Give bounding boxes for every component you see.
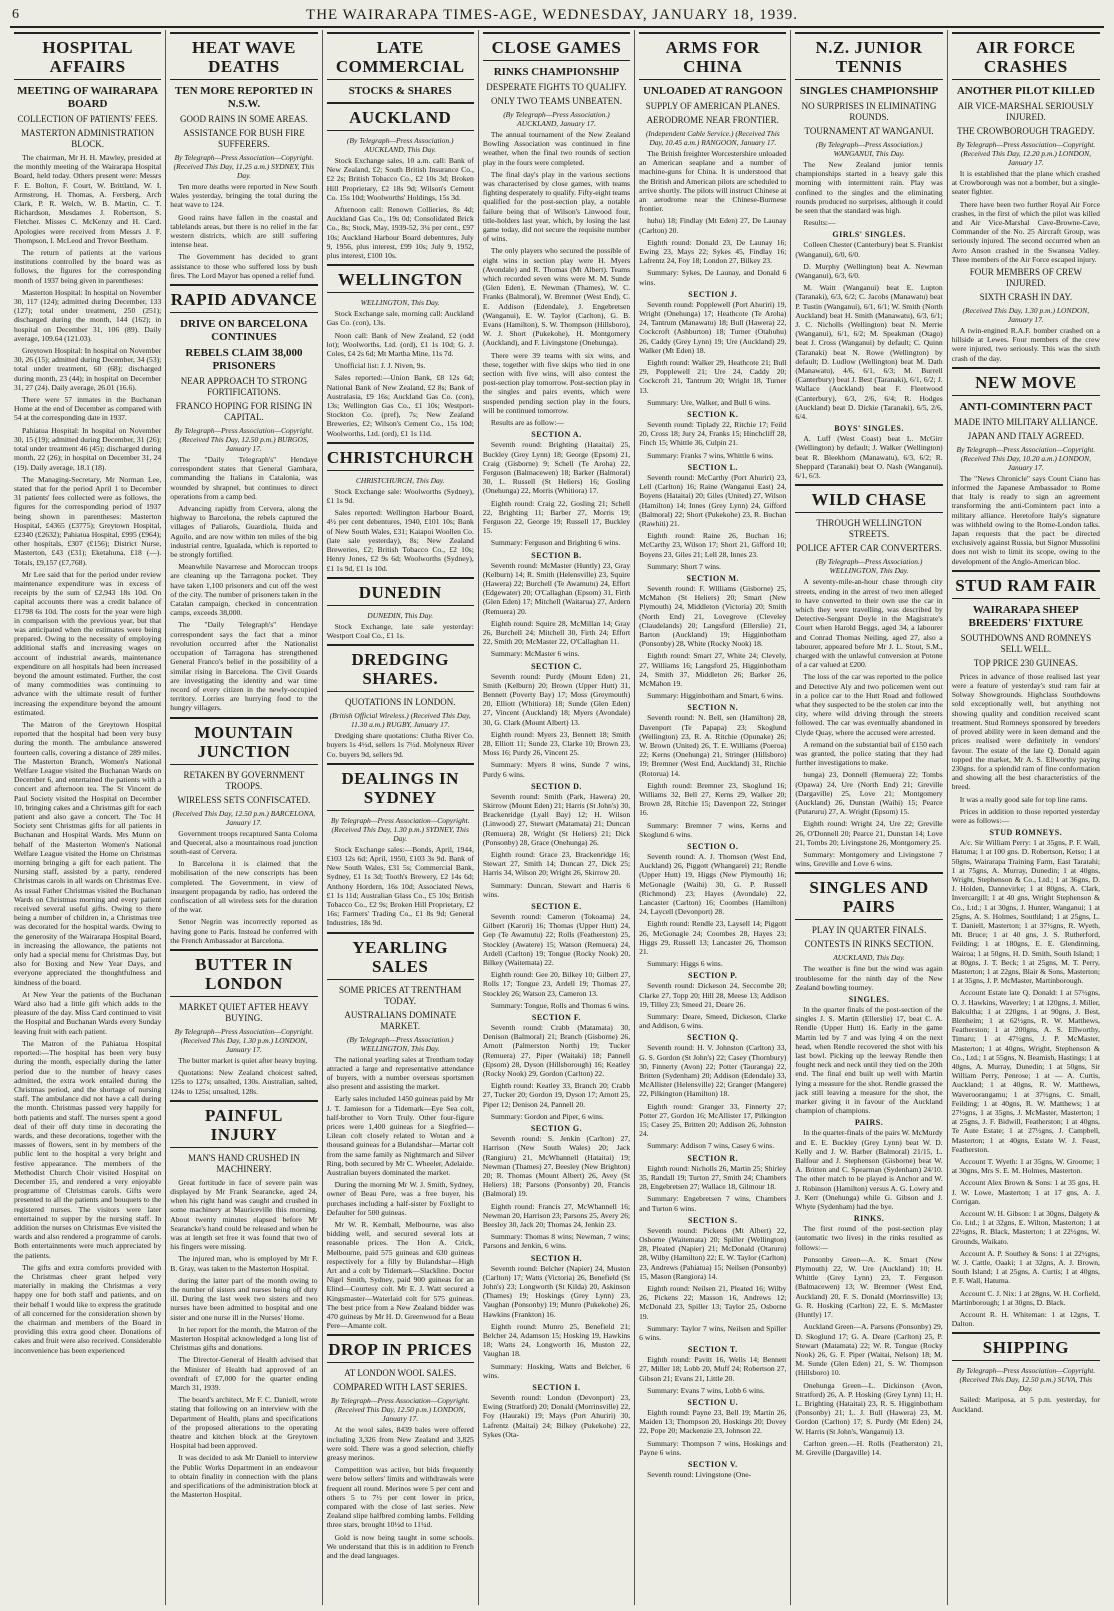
deck: SIXTH CRASH IN DAY. <box>979 292 1073 303</box>
section-heading: STUD ROMNEYS. <box>989 828 1063 838</box>
paragraph: Eighth round: Raine 26, Buchan 16; McCarthy 23, Wilson 17; Short 21, Gifford 10; Boyens 23, Giles 21; Lell 28, Innes 23. <box>639 531 787 559</box>
paragraph: Noon call: Bank of New Zealand, £2 (odd lot); Woolworths, Ltd. (ord), £1 1s 10d; G. J. Coles, £4 2s 6d; Mt Martha Mine, 11s 7d. <box>326 330 474 359</box>
paragraph: Gold is now being taught in some schools. We understand that this is in addition to French and the dead languages. <box>326 1532 474 1561</box>
deck: TOURNAMENT AT WANGANUI. <box>804 126 934 136</box>
paragraph: Summary: Evans 7 wins, Lobb 6 wins. <box>647 1385 765 1395</box>
paragraph: The Managing-Secretary, Mr Norman Lee, stated that for the period April 1 to December 31 patients' fees collected were as follows, the figures for the corresponding period of 1937 being shown in parentheses: Masterton Hospital, £4365 (£3775); Greytown Hospital, £2340 (£2632); Pahiatua Hospital, £995 (£964); other hospitals, £307 (£156); District Nurse, Masterton, £43 (£31); Eketahuna, £18 (—). Totals, £9,157 (£7,768). <box>14 474 162 567</box>
paragraph: Summary: Franks 7 wins, Whittle 6 wins. <box>647 450 774 460</box>
paragraph: A seventy-mile-an-hour chase through city streets, ending in the arrest of two men alleged to have converted to their own use the car in which they were travelling, was described by Detective-Sergeant Doyle in the Magistrate's Court when Harold Beggs, aged 34, a labourer and Conrad Thomas Neiling, aged 27, also a labourer, appeared before Mr J. L. Stout, S.M., charged with the unlawful conversion at Potone of a car valued at £200. <box>795 577 943 670</box>
column-1 <box>10 30 166 1605</box>
paragraph: Eighth round: Payne 23, Bell 19; Martin 26, Maiden 13; Thompson 20, Hoskings 20; Dovey 22, Pope 20; Mackenzie 23, Johnson 22. <box>639 1407 787 1436</box>
paragraph: Seventh round: Tiplady 22, Ritchie 17; Feild 20, Cross 18; Jury 24, Franks 15; Hinchcliff 28, Finch 15; Whittle 36, Culpin 21. <box>639 420 787 448</box>
paragraph: Summary: Gordon and Piper, 6 wins. <box>490 1111 604 1121</box>
dateline: By Telegraph—Press Association—Copyright. (Received This Day, 12.50 p.m.) SUVA, This Day. <box>956 1366 1096 1394</box>
paragraph: Account W. H. Gibson: 1 at 30gns, Dalgety & Co. Ltd.; 1 at 32gns, E. Wilton, Masterton; 1 at 22½gns, R. Black, Masterton; 1 at 22½gns, W. Grounds, Waikato. <box>951 1209 1100 1246</box>
headline: WILD CHASE <box>795 484 942 513</box>
paragraph: Stock Exchange sales:—Bonds, April, 1944, £103 12s 6d; April, 1950, £103 3s 9d. Bank of New South Wales, £31 5s; Commercial Bank, Sydney, £1 1s 3d; Tooth's Brewery, £2 14s 6d; Anthony Hordern, 16s 10d; Associated News, £1 1s 11d; Australian Glass Co., £5 10s; British Tobacco Co., £2 9s; Broken Hill Proprietary, £2 16s; Farmers' Trading Co., £1 8s 9d; General Industries, 18s 9d. <box>326 844 474 928</box>
deck: SOUTHDOWNS AND ROMNEYS SELL WELL. <box>960 632 1092 654</box>
paragraph: Account Alex Brown & Sons: 1 at 35 gns, H. J. W. Lowe, Masterton; 1 at 17 gns, A. J. Corrigan. <box>951 1178 1100 1206</box>
paragraph: The gifts and extra comforts provided with the Christmas cheer grant helped very materially in making the Christmas a very happy one for both staff and patients, and on their behalf I would like to express the gratitude of all concerned for the consideration shown by the chairman and members of the Board in providing this extra good cheer. Donations of cakes and fruit were also received. Considerable inconvenience has been experienced <box>14 1262 162 1355</box>
headline: RAPID ADVANCE <box>170 284 317 313</box>
paragraph: Seventh round: H. V. Johnston (Carlton) 33, G. S. Gordon (St John's) 22; Casey (Thornbury) 30, Finnerty (Avon) 22; Potter (Tauranga) 22, Britten (Sydenham) 20; Addison (Edendale) 33, McAllister (Helensville) 22; Granger (Mangere) 22, Pilkington (Hamilton) 18. <box>639 1043 787 1099</box>
section-heading: SECTION R. <box>687 1153 739 1163</box>
headline: PAINFUL INJURY <box>170 1100 317 1148</box>
deck: CONTESTS IN RINKS SECTION. <box>804 939 934 950</box>
headline: SINGLES AND PAIRS <box>795 872 942 920</box>
paragraph: Great fortitude in face of severe pain was displayed by Mr Frank Searancke, aged 24, when his right hand was caught and crushed in some machinery at Mauriceville this morning. About twenty minutes elapsed before Mr Searancke's hand could be released and when he was at length set free it was found that two of his fingers were missing. <box>170 1177 318 1252</box>
paragraph: In her report for the month, the Matron of the Masterton Hospital acknowledged a long list of Christmas gifts and donations. <box>170 1324 318 1353</box>
paragraph: Summary: Hosking, Watts and Belcher, 6 wins. <box>482 1361 631 1380</box>
deck: AT LONDON WOOL SALES. <box>344 1368 457 1379</box>
paragraph: The national yearling sales at Trentham today attracted a large and representative attendance of buyers, with a number overseas sportsmen also present and assisting the market. <box>326 1054 474 1092</box>
headline: NEW MOVE <box>952 367 1100 396</box>
deck: WIRELESS SETS CONFISCATED. <box>177 794 311 805</box>
paragraph: Eighth round: Grace 23, Brackenridge 16; Stewart 27, Smith 14; Duncan 27, Dick 25; Harris 34, Wilson 20; Wright 26, Skirrow 20. <box>482 850 631 878</box>
section-heading: SECTION U. <box>687 1397 739 1407</box>
paragraph: Quotations: New Zealand choicest salted, 125s to 127s; unsalted, 130s. Australian, salted, 124s to 125s; unsalted, 128s. <box>170 1068 318 1096</box>
dateline: By Telegraph—Press Association—Copyright. (Received This Day, 10.20 a.m.) LONDON, January 17. <box>956 444 1096 472</box>
dateline: (Received This Day, 1.30 p.m.) LONDON, January 17. <box>962 306 1090 325</box>
deck: SUPPLY OF AMERICAN PLANES. <box>645 101 780 111</box>
subheadline: UNLOADED AT RANGOON <box>642 85 783 97</box>
section-heading: SECTION O. <box>687 842 739 851</box>
paragraph: Eighth round: Smart 27, White 24; Clevely, 27, Williams 16; Langsford 25, Higginbotham 24, Smith 37, Middleton 26; Barker 26, McMahon 19. <box>639 651 787 688</box>
paragraph: The New Zealand junior tennis championships started in a heavy gale this morning with intermittent rain. Play was confined to the singles and the eliminating rounds produced no surprises, although it could be seen that the standard was high. <box>795 160 943 216</box>
headline: STUD RAM FAIR <box>952 570 1100 599</box>
headline: CLOSE GAMES <box>483 32 630 61</box>
paragraph: Eighth round: Rendle 23, Laysell 14; Piggott 26, McGonagle 24; Coombes 28, Hayes 23; Higgs 29, Russell 13; Lancaster 26, Thomson 21. <box>639 919 787 957</box>
subheadline: TEN MORE REPORTED IN N.S.W. <box>174 85 313 110</box>
headline: SHIPPING <box>952 1332 1100 1361</box>
paragraph: Eighth round: Granger 33, Finnerty 27; Potter 27, Gordon 16; McAllister 17, Pilkington 15; Casey 25, Britten 20; Addison 26, Johnston 24. <box>639 1101 787 1139</box>
deck: FRANCO HOPING FOR RISING IN CAPITAL. <box>175 401 313 423</box>
paragraph: The final day's play in the various sections was characterised by close games, with teams fighting desperately to qualify. Fifty-eight teams qualified for the post-section play, a notable failure being that of Wilson's Linwood four, title-holders last year, which, by losing the last game today, did not secure the requisite number of wins. <box>482 169 631 244</box>
paragraph: Colleen Chester (Canterbury) beat S. Frankist (Wanganui), 6/0, 6/0. <box>795 240 943 259</box>
paragraph: Pahiatua Hospital: In hospital on November 30, 15 (19); admitted during December, 31 (26); total under treatment 46 (45); discharged during month, 22 (26); in hospital on December 31, 24 (19). Daily average, 18.1 (18). <box>14 425 162 472</box>
subheadline: SINGLES CHAMPIONSHIP <box>799 85 939 97</box>
paragraph: Summary: Thomas 8 wins; Newman, 7 wins; Parsons and Jenkin, 6 wins. <box>482 1232 631 1251</box>
subheadline: ANTI-COMINTERN PACT <box>959 400 1093 413</box>
masthead <box>10 6 1104 28</box>
paragraph: Eighth round: Pavitt 16, Wells 14; Bennett 27, Miller 18; Lobb 20, Muff 24; Robertson 27, Gibson 21; Evans 21, Little 20. <box>639 1355 787 1383</box>
paragraph: Senor Negrin was incorrectly reported as having gone to Paris. Instead he conferred with the French Ambassador at Barcelona. <box>170 917 318 945</box>
dateline: By Telegraph—Press Association—Copyright. (Received This Day, 12.50 p.m.) LONDON, January 17. <box>330 1396 470 1424</box>
paragraph: Seventh round: Crabb (Matamata) 30, Denison (Balmoral) 21; Branch (Gisborne) 26, Arnott (Palmerston North) 19; Tucker (Remuera) 27, Piper (Waitaki) 18; Pannell (Epsom) 28, Dyson (Hillsborough) 16; Keatley (Rocky Nook) 29, Gordon (Carlton) 22. <box>482 1023 631 1079</box>
headline: MOUNTAIN JUNCTION <box>170 717 317 765</box>
paragraph: Afternoon call: Renown Collieries, 8s 4d; Auckland Gas Co., 19s 0d; Consolidated Brick Co., 8s; Stock, May, 1939-52, 3¼ per cent., £97 10s; Auckland Harbour Board debentures, July 9, 1956, plus interest, £99 10s; July 9, 1952, plus interest, £100 10s. <box>326 205 474 261</box>
headline: LATE COMMERCIAL <box>327 32 474 80</box>
dateline: (By Telegraph—Press Association.) AUCKLAND, This Day. <box>346 136 454 154</box>
section-heading: SECTION L. <box>687 462 738 472</box>
deck: THE CROWBOROUGH TRAGEDY. <box>957 126 1095 136</box>
subheadline: RINKS CHAMPIONSHIP <box>493 66 620 78</box>
paragraph: Seventh round: London (Devonport) 23, Ewing (Stratford) 20; Donald (Morrinsville) 22, Foy (Hauraki) 19; Mays (Port Ahuriri) 30, Lafrentz (Maitai) 24; Bilkey (Pukekohe) 22, Sykes (Ota- <box>482 1392 631 1439</box>
paragraph: It was a really good sale for top line rams. <box>959 794 1088 804</box>
paragraph: In Barcelona it is claimed that the mobilisation of the new conscripts has been completed. The Government, in view of insurgent propaganda by radio, has ordered the confiscation of all wireless sets for the duration of the war. <box>170 859 318 915</box>
paragraph: Seventh round: Pickens (Mt Albert) 22, Osborne (Waitemata) 20; Spiller (Wellington) 28, Pleated (Napier) 21; McDonald (Otaruru) 28, Wilby (Hamilton) 22; E. W. Taylor (Carlton) 23, Andrews (Pahiatua) 15; Neilsen (Ponsonby) 15, Mason (Rangiora) 14. <box>639 1225 787 1281</box>
paragraph: Seventh round: A. J. Thomson (West End, Auckland) 26, Piggott (Whangarei) 21; Rendle (Upper Hutt) 19, Higgs (New Plymouth) 16; McGonagle (Waihi) 30, G. P. Russell (Richmond) 23; Hayes (Avondale) 22, Lancaster (Carlton) 16; Coombes (Hamilton) 24, Laycell (Devonport) 28. <box>639 852 787 917</box>
paragraph: Seventh round: McCarthy (Port Ahuriri) 23, Lell (Carlton) 16; Raine (Wanganui East) 24, Boyens (Hataitai) 20; Giles (United) 27, Wilson (Hamilton) 14; Innes (Grey Lynn) 24, Gifford (Balmoral) 22; Short (Pukekohe) 23, R. Buchan (Rawhiti) 21. <box>639 472 787 528</box>
deck: DESPERATE FIGHTS TO QUALIFY. <box>486 82 627 92</box>
deck: TOP PRICE 230 GUINEAS. <box>973 657 1078 668</box>
column-2 <box>166 30 322 1605</box>
paragraph: The annual tournament of the New Zealand Bowling Association was continued in fine weather, when the final two rounds of section play in the fours were completed. <box>482 130 631 167</box>
paragraph: In the quarter-finals of the pairs W. McMurdy and E. E. Buckley (Grey Lynn) beat W. D. Kelly and J. W. Barber (Balmoral) 21/15, L. Balfour and J. Stephenson (Gisborne) beat W. A. Britten and C. Spearman (Sydenham) 24/10. The other match to be played is Anchor and W. J. Robinson (Hamilton) versus A. G. Lowry and J. Kerr (Onehunga) while G. Gibson and J. Whyte (Sydenham) had the bye. <box>795 1128 943 1212</box>
paragraph: Summary: Addison 7 wins, Casey 6 wins. <box>647 1141 775 1151</box>
paragraph: In the quarter finals of the post-section of the singles J. S. Martin (Ellerslie) 17, beat C. A. Rendle (Upper Hutt) 16. Early in the game Martin led by 7 and was lying 4 on the next head, when Rendle recovered the shot with his last bowl. Picking up the leeway Rendle then fought neck and neck until they tied on the 20th end. The final end built up well with Martin lying a measure for the shot. Rendle grassed the jack still leaving a measure for the shot, the marker giving it in favour of the Auckland champion of champions. <box>795 1005 943 1116</box>
paragraph: Seventh round: N. Bell, sen (Hamilton) 28, Davenport (Te Papapa) 23; Skoglund (Wellington) 23, R. A. Ritchie (Opunake) 26; W. Brown (United) 26, T. E. Williams (Poeroa) 22; Kerns (Onehunga) 21, Stringer (Hillsboro) 19; Bremner (West End, Auckland) 31, Ritchie (Rotorua) 14. <box>639 713 787 778</box>
dateline: (By Telegraph—Press Association.) AUCKLAND, January 17. <box>503 110 610 128</box>
subheadline: MEETING OF WAIRARAPA BOARD <box>17 85 159 110</box>
section-heading: SECTION N. <box>687 703 739 713</box>
subheadline: ANOTHER PILOT KILLED <box>956 85 1095 97</box>
paragraph: The butter market is quiet after heavy buying. <box>178 1055 318 1065</box>
column-7 <box>948 30 1104 1605</box>
deck: COLLECTION OF PATIENTS' FEES. <box>17 114 158 124</box>
dateline: (Received This Day, 12.50 p.m.) BARCELONA, January 17. <box>172 808 316 827</box>
paragraph: During the morning Mr W. J. Smith, Sydney, owner of Beau Pere, was a free buyer, his purchases including a half-sister by Foxlight to Defaulter for 500 guineas. <box>326 1180 474 1217</box>
column-4 <box>479 30 635 1605</box>
dateline: By Telegraph—Press Association—Copyright. (Received This Day, 1.30 p.m.) SYDNEY, This Day. <box>330 815 470 843</box>
dateline: (By Telegraph—Press Association.) WANGANUI, This Day. <box>815 140 923 158</box>
paragraph: Eighth round: Donald 23, De Launay 16; Ewing 23, Mays 22; Sykes 45, Findlay 16; Lafrentz 24, Foy 18; London 27, Bilkey 23. <box>639 237 787 266</box>
paragraph: Greytown Hospital: In hospital on November 30, 26 (15); admitted during December, 34 (53); total under treatment, 60 (68); discharged during month, 23 (44); in hospital on December 31, 27 (24). Daily average, 26.01 (16.6). <box>14 346 162 392</box>
paragraph: Account A. P. Southey & Sons: 1 at 22½gns, W. J. Cattle, Oaaki; 1 at 32gns, A. J. Brown, South Island; 1 at 25gns, A. Curtis; 1 at 40gns, P. F. Wall, Hatuma. <box>951 1248 1100 1286</box>
paragraph: Stock Exchange sales, 10 a.m. call: Bank of New Zealand, £2; South British Insurance Co., £2 2s; British Tobacco Co., £2 10s 3d; Broken Hill Proprietary, £2 18s 9d; Wilson's Cement Co. 15s 10d; Woolworths' Holdings, 15s 3d. <box>326 156 474 202</box>
paragraph: Results are as follow:— <box>490 418 565 428</box>
paragraph: The British freighter Worcestershire unloaded an American seaplane and a number of machine-guns for China. It is understood that the British and American pilots are scheduled to arrive shortly. The pilots will instruct Chinese at an aerodrome near the Chinese-Burmese frontier. <box>639 149 787 214</box>
section-heading: SECTION M. <box>686 573 740 583</box>
paragraph: Eighth round: Wright 24, Ure 22; Greville 26, O'Donnell 20; Pearce 21, Dunstan 14; Love 21, Tombs 20; Livingstone 26, Montgomery 25. <box>795 819 943 847</box>
headline: BUTTER IN LONDON <box>170 949 317 997</box>
paragraph: Summary: Deare, Smeed, Dickeson, Clarke and Addison, 6 wins. <box>639 1012 787 1031</box>
section-heading: SECTION J. <box>688 289 738 299</box>
paragraph: The Government has decided to grant assistance to those who suffered loss by bush fires. The Lord Mayor has opened a relief fund. <box>170 252 318 280</box>
paragraph: A. Luff (West Coast) beat L. McGirr (Wellington) by default; J. Walker (Wellington) beat R. Bleekhorn (Manawatu), 6/3, 6/2; R. Sheppard (Taranaki) beat O. Nash (Wanganui), 6/1, 6/3. <box>795 434 943 481</box>
paragraph: Summary: Taylor 7 wins, Neilsen and Spiller 6 wins. <box>639 1323 787 1342</box>
paragraph: Ten more deaths were reported in New South Wales yesterday, bringing the total during the heat wave to 124. <box>170 182 318 210</box>
paragraph: Good rains have fallen in the coastal and tablelands areas, but there is no relief in the far western districts, which are still suffering intense heat. <box>170 212 318 250</box>
paragraph: At New Year the patients of the Buchanan Ward also had a little gift which adds to the pleasure of the day. Miss Card continued to visit the Hospital and Buchanan Wards every Sunday leaving fruit with each patient. <box>14 989 162 1036</box>
headline: DROP IN PRICES <box>327 1334 474 1363</box>
paragraph: Seventh round: Dickeson 24, Seccombe 20; Clarke 27, Topp 20; Hill 28, Meese 13; Addison 19, Tilley 23; Smeed 21, Deare 26. <box>639 981 787 1009</box>
paragraph: The Matron of the Pahiatua Hospital reported:—The hospital has been very busy during the month, especially during the latter period due to the number of heavy cases admitted, the extra work entailed during the Christmas period, and the shortage of nursing staff. The ambulance did not have a call during the month. Christmas passed very happily for both patients and staff. The nurses spent a good deal of their off duty time in decorating the wards, and these decorations, together with the masses of flowers, sent in by members of the public lent to the hospital a very bright and festive appearance. The members of the Methodist Church Choir visited Hospital on December 15, and rendered a very enjoyable programme of Christmas carols. Gifts were presented to all the patients and bouquets to the registered nurses. The visitors were later entertained to supper by the nursing staff. In addition the nurses on Christmas Eve visited the wards and also rendered a programme of carols. Both entertainments were much appreciated by the patients. <box>14 1038 162 1260</box>
columns <box>10 30 1104 1605</box>
paragraph: Summary: Engebretsen 7 wins, Chambers and Turton 6 wins. <box>639 1194 787 1213</box>
paragraph: Meanwhile Navarrese and Moroccan troops are cleaning up the Tarragona pocket. They have taken 1,100 prisoners and cut off the west of the city. The number of prisoners taken in the Catalan campaign, checked in concentration camps, exceeds 38,000. <box>170 562 318 618</box>
paragraph: M. Waitt (Wanganui) beat E. Lupton (Taranaki), 6/3, 6/2; C. Jacobs (Manawatu) beat P. Tustin (Wanganui), 6/1, 6/1; W. Smith (North Auckland) beat H. Smith (Manawatu), 6/3, 6/1; J. C. Nicholls (Wellington) beat N. Merrie (Wanganui), 6/1, 6/2; M. Speakman (Otago) beat J. Cross (Wanganui) by default; C. Quinn (Taranaki) beat N. Rowe (Wellington) by default; D. Ludlow (Wellington) beat M. Dath (Manawatu), 4/6, 6/1, 6/3; M. Burrell (Canterbury) beat J. Best (Taranaki), 6/1, 6/2; J. Wallace (Auckland) beat F. Fleetwood (Canterbury), 6/3, 2/6, 6/4; R. Hodges (Auckland) beat D. Dickie (Taranaki), 6/5, 2/6, 6/4. <box>795 283 943 422</box>
paragraph: Auckland Green—A. Parsons (Ponsonby) 29, D. Skoglund 17; G. A. Deare (Carlton) 25, P. Stewart (Matamata) 22; W. R. Tongue (Rocky Nook) 26, G. F. Piper (Waitai, Nelson) 18; M. M. Sunde (Glen Eden) 21, S. W. Thompson (Hillsboro) 10. <box>795 1322 943 1378</box>
dateline: By Telegraph—Press Association—Copyright. (Received This Day, 11.25 a.m.) SYDNEY, This Day. <box>173 153 315 180</box>
deck: NO SURPRISES IN ELIMINATING ROUNDS. <box>801 101 937 122</box>
paragraph: Eighth round: Myers 23, Bennett 18; Smith 28, Elliott 11; Sunde 23, Clarke 10; Brown 23, Moss 16; Purdy 26, Vincent 25. <box>482 729 631 758</box>
column-3 <box>323 30 479 1605</box>
headline: YEARLING SALES <box>327 932 474 980</box>
paragraph: The "Daily Telegraph's" Hendaye correspondent says the fact that a minor revolution occurred after the Nationalist occupation of Tarragona has strengthened General Franco's belief in the possibility of a similar rising in Barcelona. The Civil Guards are investigating the identity and war time record of every citizen in the newly-occupied territory. Lorries are hurrying food to the hungry villagers. <box>170 620 318 713</box>
paragraph: Unofficial list: J. J. Niven, 9s. <box>334 361 426 371</box>
headline: AUCKLAND <box>327 102 474 131</box>
deck: PLAY IN QUARTER FINALS. <box>811 925 927 936</box>
paragraph: Results:— <box>803 218 836 228</box>
paragraph: The loss of the car was reported to the police and Detective Aly and two policemen went out in a police car to the Hutt Road and followed what they suspected to be the stolen car into the city, where wild driving through the streets followed. The car was eventually abandoned in Clyde Quay, where the accused were arrested. <box>795 672 943 737</box>
paragraph: Eighth round: Craig 22, Gosling 21; Schell 22, Brighting 11; Barber 27, Morris 19; Ferguson 22, George 19; Russell 17, Buckley 15. <box>482 498 631 536</box>
paragraph: The only players who secured the possible of eight wins in section play were H. Myers (Avondale) and R. Thomas (Mt Albert). Teams which recorded seven wins were M. M. Sunde (Glen Eden), E. Newman (Thames), W. C. Franks (Balmoral), W. Bremner (West End), C. E. Addison (Edendale), J. Engebretsen (Wanganui), E. W. Taylor (Carlton), G. B. Evans (Hamilton), S. W. Thompson (Hillsboro), W. J. Short (Pukekohe), H. Montgomery (Auckland), and F. Livingstone (Onehunga). <box>482 246 631 348</box>
deck: MARKET QUIET AFTER HEAVY BUYING. <box>179 1001 309 1023</box>
section-heading: SECTION E. <box>531 902 582 912</box>
paragraph: Ponsonby Green—A. K. Smart (New Plymouth) 22, W. Ure (Auckland) 10; H. Whittle (Grey Lynn) 23, T. Ferguson (Balmacewen) 13; W. Bremner (West End, Auckland) 20, F. S. Donald (Morrinsville) 13; G. R. Hosking (Carlton) 22, E. S. McMaster (Huntly) 17. <box>795 1254 943 1320</box>
paragraph: Mr W. R. Kemball, Melbourne, was also bidding well, and secured several lots at reasonable prices. The Hon A. Crick, Melbourne, paid 575 guineas and 630 guineas respectively for a filly by Bulandshar—High Art and a colt by Tidemark—Slackline. Doctor Nigel Smith, Sydney, paid 900 guineas for an Elind—Courtesy colt. Mr E. J. Watt secured a Kingsmaster—Waterlaid colt for 575 guineas. The best price from a New Zealand bidder was 470 guineas by Mr H. D. Greenwood for a Beau Pere—Amante colt. <box>326 1220 474 1331</box>
headline: CHRISTCHURCH <box>327 442 474 471</box>
paragraph: Competition was active, but bids frequently were below sellers' limits and withdrawals were frequent all round. Merinos were 5 per cent and others 5 to 7½ per cent lower in price, compared with the close of last series. New Zealand slipe halfbred combing lambs. Fellding three stars, brought 10½d to 11¼d. <box>326 1465 474 1530</box>
paragraph: Sailed: Mariposa, at 5 p.m. yesterday, for Auckland. <box>951 1395 1100 1414</box>
deck: NEAR APPROACH TO STRONG FORTIFICATIONS. <box>180 376 308 398</box>
paragraph: Summary: Duncan, Stewart and Harris 6 wins. <box>482 880 631 899</box>
paragraph: Prices in advance of those realised last year were a feature of yesterday's stud ram fair at Solway Showgrounds. Highclass Southdowns sold exceptionally well, but anything not showing quality and condition received scant treatment. Stud Romneys sponsored by breeders of proved ability were in keen demand and the prices realised were definitely in vendors' favour. The estate of the late Q. Donald again topped the market, Mr A. S. Ellworthy paying 230gns. for a splendid ram of fine conformation and showing all the best characteristics of the breed. <box>951 671 1100 792</box>
paragraph: Eighth round: Squire 28, McMillan 14; Gray 26, Burchell 24; Mitchell 30, Firth 24; Effort 22, Smith 20; McMaster 22, O'Callaghan 11. <box>482 618 631 647</box>
deck: POLICE AFTER CAR CONVERTERS. <box>796 543 942 554</box>
paragraph: Seventh round: Purdy (Mount Eden) 21, Smith (Kelburn) 20; Brown (Upper Hutt) 31, Bennett (Poverty Bay) 17; Moss (Greymouth) 20, Elliott (Whitiora) 18; Sunde (Glen Eden) 27, Vincent (Auckland) 18; Myers (Avondale) 30, G. Clark (Mount Albert) 13. <box>482 671 631 727</box>
paragraph: Summary: Short 7 wins. <box>647 561 721 571</box>
paragraph: Account C. J. Nix: 1 at 28gns, W. H. Corfield, Martinborough; 1 at 30gns, D. Black. <box>951 1288 1100 1307</box>
paragraph: Eighth round: Neilsen 21, Pleated 16; Wilby 26, Pickens 22; Masson 16, Andrews 12; McDonald 23, Spiller 13; Taylor 25, Osborne 19. <box>639 1283 787 1321</box>
paragraph: Seventh round: S. Jenkin (Carlton) 27, Harrison (New South Wales) 20; Jack (Rangiuru) 21, McWhannell (Hataitai) 19; Newman (Thames) 27, Beesley (New Brighton) 20; R. Thomas (Mount Albert) 26, Avey (St Heliers) 18; Parsons (Ponsonby) 20, Francis (Balmoral) 19. <box>482 1134 631 1199</box>
paragraph: huhu) 18; Findlay (Mt Eden) 27, De Launay (Carlton) 20. <box>639 216 787 235</box>
paragraph: Sales reported: Wellington Harbour Board, 4½ per cent debentures, 1940, £101 10s; Bank of New South Wales, £31; Kaiapoi Woollen Co. (late sale yesterday), 8s; New Zealand Breweries, £2; British Tobacco Co., £2 10s; Henry Jones, £2 9s 6d; Woolworths (Sydney), £1 1s 9d, £1 1s 10d. <box>326 508 474 573</box>
paragraph: Eighth round: Bremner 23, Skoglund 16; Williams 32, Bell 27, Kerns 29, Walker 20; Brown 28, Ritchie 15; Davenport 22, Stringer 16. <box>639 780 787 818</box>
masthead-title: THE WAIRARAPA TIMES-AGE, WEDNESDAY, JANUARY 18, 1939. <box>306 6 798 23</box>
page-number: 6 <box>12 7 20 22</box>
paragraph: Seventh round: Belcher (Napier) 24, Muston (Carlton) 17; Watts (Victoria) 26, Benefield (St John's) 23; Longworth (St Kilda) 20, Askinson (Thames) 19; Hoskings (Grey Lynn) 23, Vaughan (Ponsonby) 19; Munro (Pukekohe) 26, Hawkins (Frankton) 16. <box>482 1263 631 1319</box>
paragraph: It was decided to ask Mr Daniell to interview the Public Works Department in an endeavour to obtain finality in connection with the plans and specifications of the administration block at the Masterton Hospital. <box>170 1453 318 1500</box>
paragraph: during the latter part of the month owing to the number of sisters and nurses being off duty ill. During the last week two sisters and two nurses have been admitted to hospital and one sister and one nurse ill in the Nurses' Home. <box>170 1275 318 1322</box>
deck: FOUR MEMBERS OF CREW INJURED. <box>969 267 1082 289</box>
headline: DEALINGS IN SYDNEY <box>327 763 474 811</box>
subheadline: DRIVE ON BARCELONA CONTINUES <box>180 318 308 344</box>
paragraph: Advancing rapidly from Cervera, along the highway to Barcelona, the rebels captured the villages of Paliarols, Guardiola, Iluida and Aguilo, and are now within ten miles of the big industrial centre, Igualada, which is reported to be strongly fortified. <box>170 504 318 560</box>
deck: QUOTATIONS IN LONDON. <box>344 697 456 708</box>
section-heading: GIRLS' SINGLES. <box>832 230 906 240</box>
section-heading: SINGLES. <box>848 995 890 1004</box>
section-heading: SECTION G. <box>530 1124 583 1134</box>
dateline: AUCKLAND, This Day. <box>833 953 905 963</box>
paragraph: Eighth round: Nicholls 26, Martin 25; Shirley 35, Randall 19; Turton 27, Smith 24; Chambers 28, Engebretsen 27; Wallace 18, Gilmour 18. <box>639 1163 787 1192</box>
deck: AERODROME NEAR FRONTIER. <box>646 115 779 125</box>
section-heading: SECTION H. <box>530 1253 583 1263</box>
dateline: DUNEDIN, This Day. <box>367 610 434 620</box>
paragraph: At the wool sales, 8439 bales were offered including 3,326 from New Zealand and 3,825 were sold. There was a good selection, chiefly greasy merinos. <box>326 1425 474 1463</box>
paragraph: Seventh round: F. Williams (Gisborne) 25, McMahon (St Heliers) 20; Smart (New Plymouth) 24, Middleton (Victoria) 20; Smith (North End) 21, Lovegrove (Cleveley (Claudelands) 20; Langsford (Ellerslie) 21, Barton (Auckland) 19; Higginbotham (Ponsonby) 28, White (Rocky Nook) 18. <box>639 583 787 649</box>
paragraph: Summary: Ferguson and Brighting 6 wins. <box>490 538 621 548</box>
deck: JAPAN AND ITALY AGREED. <box>967 430 1084 441</box>
dateline: WELLINGTON, This Day. <box>360 298 440 308</box>
paragraph: A remand on the substantial bail of £150 each was granted, the police stating that they had further investigations to make. <box>795 739 943 768</box>
paragraph: Eighth round: Francis 27, McWhannell 16; Newman 20, Harrison 23; Parsons 25, Avery 26; Beesley 30, Jack 20; Thomas 24, Jenkin 23. <box>482 1201 631 1229</box>
deck: COMPARED WITH LAST SERIES. <box>333 1382 468 1393</box>
section-heading: SECTION P. <box>688 971 738 981</box>
subheadline: WAIRARAPA SHEEP BREEDERS' FIXTURE <box>968 603 1084 629</box>
paragraph: Sales reported:—Union Bank, £8 12s 6d; National Bank of New Zealand, £2 8s; Bank of Australasia, £9 16s; Auckland Gas Co. (con), 13s; Wellington Gas Co., £1 10s; Westport-Stockton Co. (pref), 7s; New Zealand Breweries, £2; Wilson's Cement Co., 15s 10d; Woolworths, Ltd. (ord), £1 1s 11d. <box>326 373 474 438</box>
paragraph: A twin-engined R.A.F. bomber crashed on a hillside at Lewes. Four members of the crew were injured, two seriously. This was the sixth crash of the day. <box>951 326 1100 363</box>
section-heading: PAIRS. <box>854 1118 884 1128</box>
section-heading: RINKS. <box>853 1214 885 1224</box>
deck: MASTERTON ADMINISTRATION BLOCK. <box>21 128 155 149</box>
paragraph: Summary: McMaster 6 wins. <box>490 649 580 659</box>
deck: MADE INTO MILITARY ALLIANCE. <box>953 416 1098 427</box>
paragraph: The first round of the post-section play (automatic two lives) in the rinks resulted as follows:— <box>795 1224 943 1252</box>
deck: ONLY TWO TEAMS UNBEATEN. <box>491 96 622 106</box>
paragraph: Stock Exchange sale: Woolworths (Sydney), £1 1s 9d. <box>326 486 474 506</box>
section-heading: SECTION C. <box>531 661 582 671</box>
paragraph: Seventh round: Livingstone (One- <box>647 1469 752 1479</box>
paragraph: Summary: Myers 8 wins, Sunde 7 wins, Purdy 6 wins. <box>482 760 631 779</box>
dateline: By Telegraph—Press Association—Copyright. (Received This Day, 12.20 p.m.) LONDON, January 17. <box>956 140 1096 167</box>
paragraph: Seventh round: Brighting (Hataitai) 25, Buckley (Grey Lynn) 18; George (Epsom) 21, Craig (Gisborne) 9; Schell (Te Aroha) 22, Ferguson (Balmacewen) 18; Barker (Balmoral) 30, L. Russell (St Heliers) 16; Gosling (Onehunga) 22, Morris (Whitiora) 17. <box>482 440 631 496</box>
section-heading: SECTION F. <box>531 1013 582 1023</box>
paragraph: Seventh round: Popplewell (Port Ahuriri) 19, Wright (Onehunga) 17; Heathcote (Te Aroha) 24, Tantrum (Manawatu) 18; Bull (Hawera) 22, Cockcroft (Ashburton) 18; Turner (Otahuhu) 26, Caddy (Grey Lynn) 19; Ure (Auckland) 29, Walker (Mt Eden) 18. <box>639 299 787 355</box>
deck: RETAKEN BY GOVERNMENT TROOPS. <box>183 769 305 791</box>
section-heading: SECTION K. <box>687 410 739 420</box>
deck: GOOD RAINS IN SOME AREAS. <box>180 114 308 124</box>
paragraph: There were 39 teams with six wins, and these, together with five skips who tied in one section with five wins, will also contest the post-section play tomorrow. Post-section play in the singles and pairs events, which were suspended pending section play in the fours, will be continued tomorrow. <box>482 350 631 415</box>
headline: N.Z. JUNIOR TENNIS <box>795 32 942 80</box>
section-heading: SECTION S. <box>688 1215 738 1225</box>
deck: THROUGH WELLINGTON STREETS. <box>816 518 922 540</box>
deck: MAN'S HAND CRUSHED IN MACHINERY. <box>187 1152 300 1174</box>
dateline: (British Official Wireless.) (Received This Day, 11.30 a.m.) RUGBY, January 17. <box>329 711 471 730</box>
section-heading: SECTION B. <box>531 550 582 560</box>
paragraph: Summary: Higgs 6 wins. <box>647 959 723 969</box>
paragraph: Dredging share quotations: Clutha River Co. buyers 1s 4½d, sellers 1s 7½d. Molyneux River Co. buyers 9d, sellers 9d. <box>326 731 474 759</box>
paragraph: Summary: Thompson 7 wins, Hoskings and Payne 6 wins. <box>639 1438 787 1457</box>
headline: HEAT WAVE DEATHS <box>170 32 317 80</box>
paragraph: Onehunga Green—L. Dickinson (Avon, Stratford) 26, A. P. Hosking (Grey Lynn) 11; H. L. Brighting (Hataitai) 23, R. S. Higginbotham (Ponsonby) 21; L. J. Bull (Hawera) 23, M. Gordon (Carlton) 17; S. Purdy (Mt Eden) 24, W. Harris (St John's, Wanganui) 13. <box>795 1380 943 1436</box>
paragraph: Summary: Sykes, De Launay, and Donald 6 wins. <box>639 268 787 287</box>
paragraph: The "Daily Telegraph's" Hendaye correspondent states that General Gambara, commanding the Italians in Catalonia, was wounded by shrapnel, but continues to direct operations from a camp bed. <box>170 455 318 501</box>
dateline: (By Telegraph—Press Association.) WELLINGTON, This Day. <box>815 557 923 576</box>
paragraph: The injured man, who is employed by Mr F. B. Gray, was taken to the Masterton Hospital. <box>170 1254 318 1273</box>
deck: AUSTRALIANS DOMINATE MARKET. <box>344 1009 457 1031</box>
paragraph: The Matron of the Greytown Hospital reported that the hospital had been very busy during the month. The ambulance answered fourteen calls, covering a distance of 289 miles. The Masterton Branch, Women's National Welfare League visited the Buchanan Wards on December 6, and entertained the patients with a concert and afternoon tea. The St Vincent de Paul Society visited the Hospital on December 10, bringing cakes and a Christmas gift for each patient and also gave a concert. The Toc H Society sent Christmas gifts for all patients in Buchanan and Hospital Wards. Mrs Munn on behalf of the Masterton Women's National Welfare League visited the Home on Christmas morning bringing a gift for each patient. The Nursing staff, assisted by a party, rendered Christmas carols in all wards on Christmas Eve. As usual Father Christmas visited the Buchanan Wards on Christmas morning and every patient received several useful gifts. Owing to there being a number of children in, a Christmas tree was decorated for the hospital wards. Owing to the generosity of the Wairarapa Hospital Board, in increasing the allowance, the patients not only had a special menu for Christmas Day, but also for Boxing and New Year Days, and everyone appreciated the thoughtfulness and kindness of the board. <box>14 719 162 987</box>
dateline: By Telegraph—Press Association—Copyright. (Received This Day, 12.50 p.m.) BURGOS, January 17. <box>174 426 314 454</box>
paragraph: Stock Exchange, late sale yesterday: Westport Coal Co., £1 1s. <box>326 621 474 640</box>
section-heading: SECTION A. <box>531 430 582 440</box>
paragraph: Eighth round: Keatley 33, Branch 20; Crabb 27, Tucker 20; Gordon 19, Dyson 17; Arnott 25, Piper 12; Denison 24, Pannell 20. <box>482 1081 631 1109</box>
dateline: CHRISTCHURCH, This Day. <box>355 475 445 485</box>
paragraph: Eighth round: Gee 20, Bilkey 10; Gilbert 27, Rolls 17; Tongue 23, Ardell 19; Thomas 27, Stockley 26; Watson 23, Cameron 13. <box>482 970 631 998</box>
paragraph: Eighth round: Munro 25, Benefield 21; Belcher 24, Adamson 15; Hosking 19, Hawkins 18; Watts 24, Longworth 16, Muston 22, Vaughan 18. <box>482 1321 631 1359</box>
paragraph: D. Murphy (Wellington) beat A. Newman (Wanganui), 6/3, 6/0. <box>795 261 943 281</box>
headline: HOSPITAL AFFAIRS <box>14 32 161 80</box>
subheadline: REBELS CLAIM 38,000 PRISONERS <box>185 347 303 373</box>
paragraph: There have been two further Royal Air Force crashes, in the first of which the pilot was killed and Air Vice-Marshal Cave-Browne-Cave, Commander of the No. 25 Aircraft Group, was seriously injured. The second occurred when an Avro Anson crashed in the Swansea Valley. Three members of the Air Force escaped injury. <box>951 199 1100 264</box>
paragraph: Government troops recaptured Santa Coloma and Queceral, also a mountainous road junction south-east of Cervera. <box>170 828 318 856</box>
deck: SOME PRICES AT TRENTHAM TODAY. <box>338 984 462 1006</box>
paragraph: Carlton green.—H. Rolls (Featherston) 21, M. Greville (Dargaville) 14. <box>795 1438 943 1457</box>
deck: AIR VICE-MARSHAL SERIOUSLY INJURED. <box>957 101 1094 122</box>
paragraph: Seventh round: McMaster (Huntly) 23, Gray (Kelburn) 14; R. Smith (Helensville) 23, Squire (Hawera) 22; Burchell (Te Awamutu) 24, Effort (Edgewater) 20; O'Callaghan (Epsom) 31, Firth (Glen Eden) 17; Mitchell (Waitarua) 27, Ardern (Remuera) 20. <box>482 560 631 616</box>
paragraph: It is established that the plane which crashed at Crowborough was not a bomber, but a single-seater fighter. <box>951 169 1100 197</box>
paragraph: The chairman, Mr H. H. Mawley, presided at the monthly meeting of the Wairarapa Hospital Board, held today. Others present were: Messrs F. E. Bolton, F. Court, W. Brittland, W. I. Armstrong, H. Thomas, A. Fersberg, Arch Clark, P. R. Welch, W. B. Martin, C. T. Richardson, Mesdames J. Robertson, S. Fletcher. Misses C. McKenzy and H. Card. Apologies were received from Messrs J. F. Thompson, I. McLeod and Trevor Beetham. <box>14 153 162 245</box>
headline: AIR FORCE CRASHES <box>952 32 1100 80</box>
paragraph: Summary: Higginbotham and Smart, 6 wins. <box>647 691 784 701</box>
paragraph: The board's architect, Mr F. C. Daniell, wrote stating that following on an interview with the Department of Health, plans and specifications of the proposed alterations to the operating theatre and kitchen block at the Greytown Hospital had been approved. <box>170 1395 318 1451</box>
paragraph: The Director-General of Health advised that the Minister of Health had approved of an overdraft of £7,000 for the quarter ending March 31, 1939. <box>170 1355 318 1393</box>
dateline: (Independent Cable Service.) (Received This Day, 10.45 a.m.) RANGOON, January 17. <box>645 129 780 147</box>
paragraph: Seventh round: Smith (Park, Hawera) 20, Skirrow (Mount Eden) 21; Harris (St John's) 30, Brackenridge (Lyall Bay) 12; H. Wilson (Linwood) 27, Stewart (Matamata) 21; Duncan (Remuera) 28, Wright (St Heliers) 21; Dick (Ponsonby) 28, Grace (Onehunga) 26. <box>482 791 631 847</box>
paragraph: Early sales included 1450 guineas paid by Mr J. T. Jamieson for a Tidemark—Eye Sea colt, half-brother to Vorn Truly. Other four-figure prices were 1,400 guineas for a Siegfried—Lilean colt closely related to Wotan and a thousand guineas for a Bulandshar—Martar colt from the same family as Nightmarch and Silver Ring, both secured by Mr C. Wheeler, Adelaide. Australian buyers dominated the market. <box>326 1094 474 1177</box>
paragraph: Mr Lee said that for the period under review maintenance expenditure was in excess of receipts by the sum of £2,943 18s 10d. On capital accounts there was a credit balance of £1798 6s 10d. The costs for the year were high in comparison with the previous year, but that was anticipated when the estimates were being prepared. Owing to the necessity of employing additional staffs and increasing wages on account of industrial awards, maintenance expenditure on all hospitals had been increased beyond the amount estimated. Further, the cost of many commodities was continuing to advance with the ultimate result of further increasing the expenditure beyond the amount estimated. <box>14 569 162 717</box>
section-heading: SECTION Q. <box>687 1033 739 1043</box>
headline: DUNEDIN <box>327 577 474 606</box>
dateline: (By Telegraph—Press Association.) WELLINGTON, This Day. <box>346 1034 454 1053</box>
paragraph: Prices in addition to those reported yesterday were as follows:— <box>951 806 1100 825</box>
paragraph: Seventh round: Cameron (Tokoama) 24, Gilbert (Karori) 16; Thomas (Upper Hutt) 24, Gep (Te Awamutu) 22; Rolls (Featherston) 25, Stockley (Awatere) 15; Watson (Remuera) 24, Ardell (Carlton) 19; Tongue (Rocky Nook) 20, Bilkey (Waitemata) 22. <box>482 912 631 968</box>
paragraph: There were 57 inmates in the Buchanan Home at the end of December as compared with 54 at the corresponding date in 1937. <box>14 395 162 423</box>
paragraph: Masterton Hospital: In hospital on November 30, 117 (124); admitted during December, 133 (127); total under treatment, 250 (251); discharged during the month, 144 (162); in hospital on December 31, 106 (89). Daily average, 109.64 (121.03). <box>14 287 162 343</box>
paragraph: Summary: Ure, Walker, and Bull 6 wins. <box>647 397 771 407</box>
paragraph: The "News Chronicle" says Count Ciano has informed the Japanese Ambassador to Rome that Italy is ready to sign an agreement transforming the anti-Comintern pact into a military alliance. Heretofore Italy's signature was withheld owing to the Rome-London talks. Japan requests that the pact be directed exclusively against Russia, but Signor Mussolini does not wish to limit its scope, owing to the development of the Anglo-American bloc. <box>951 473 1100 566</box>
paragraph: Eighth round: Walker 29, Heathcote 21; Bull 29, Popplewell 21; Ure 24, Caddy 20; Cockcroft 21, Tantrum 20; Wright 18, Turner 13. <box>639 358 787 395</box>
column-5 <box>635 30 791 1605</box>
paragraph: Stock Exchange sale, morning call: Auckland Gas Co. (con), 13s. <box>326 309 474 328</box>
paragraph: Summary: Tongue, Rolls and Thomas 6 wins. <box>490 1000 630 1010</box>
subheadline: STOCKS & SHARES <box>348 85 452 97</box>
section-heading: SECTION I. <box>532 1382 581 1392</box>
paragraph: The return of patients at the various institutions controlled by the board was as follows, the figures for the corresponding month of 1937 being given in parentheses: <box>14 248 162 285</box>
deck: ASSISTANCE FOR BUSH FIRE SUFFERERS. <box>183 128 305 149</box>
dateline: By Telegraph—Press Association—Copyright. (Received This Day, 1.30 p.m.) LONDON, January 17. <box>174 1026 314 1054</box>
paragraph: Account R. H. Whiteman: 1 at 12gns, T. Dalton. <box>951 1310 1100 1329</box>
paragraph: Account T. Wyeth: 1 at 35gns, W. Groome; 1 at 30gns, Mrs S. E. M. Holmes, Masterton. <box>951 1157 1100 1176</box>
section-heading: BOYS' SINGLES. <box>834 424 904 434</box>
paragraph: Account Estate late Q. Donald: 1 at 57½gns, O. J. Hawkins, Waverley; 1 at 120gns, J. Miller, Balcultha; 1 at 220gns, 1 at 90gns, J. Best, Blenheim; 1 at 62½gns, R. W. Matthews, Featherston; 1 at 200gns, A. S. Ellworthy, Timaru; 1 at 47½gns, J. P. McMaster, Masterton; 1 at 40gns, Wright, Stephenson & Co., Ltd.; 1 at 55gns, N. Beamish, Hastings; 1 at 40gns, A. Murray, Dunedin; 1 at 50gns, Sir William Perry, Penrose; 1 at — A. Curtis, Auckland; 1 at 40gns, R. W. Matthews, Waveroorangamu; 1 at 37½gns, C. Small, Feilding; 1 at 40gns, R. W. Matthews; 1 at 27½gns, 1 at 35gns, J. McMaster, Masterton; 1 at 25gns, J. F. Bidwill, Featherston; 1 at 40gns, Te Aute Estate; 1 at 27½gns, J. Campbell, Masterton; 1 at 40gns, Estate W. J. Feast, Featherston. <box>951 988 1100 1154</box>
paragraph: hunga) 23, Donnell (Remuera) 22; Tombs (Opawa) 24, Ure (North End) 21; Greville (Dargaville) 25, Love 21; Montgomery (Auckland) 26, Dunstan (Waihi) 15; Pearce (Putaruru) 27, A. Wright (Epsom) 15. <box>795 770 943 817</box>
paragraph: A/c. Sir William Perry: 1 at 35gns, P. F. Wall, Hatuma; 1 at 100 gns. D. Robertson, Ketso; 1 at 50gns, Wairarapa Training Farm, East Taratahi; 1 at 75gns, A. Murray, Dunedin; 1 at 40gns, Wright, Stephenson & Co., Ltd.; 1 at 36gns, D. J. Holden, Dannevirke; 1 at 80gns, A. Clark, Invercargill; 1 at 40 gns, Wright Stephenson & Co., Ltd.; 1 at 30gns, J. Hunter, Wanganui; 1 at 25gns, A. S. Holmes, Southland; 1 at 25gns, L. T. Daniell, Masterton; 1 at 37½gns, R. Wyeth, Mt. Bruce; 1 at 40 gns, J. S. Rutherford, Feilding; 1 at 180gns, E. E. Glendinning, Wairoa; 1 at 50gns, H. D. Smith, South Island; 1 at 80gns, J. T. Beck; 1 at 25gns, M. T. Perry, Masterton; 1 at 22gns, Blair & Sons, Masterton; 1 at 35gns, J. P. McMaster, Martinborough. <box>951 838 1100 986</box>
headline: ARMS FOR CHINA <box>639 32 786 80</box>
section-heading: SECTION T. <box>687 1345 738 1355</box>
column-6 <box>791 30 947 1605</box>
headline: DREDGING SHARES. <box>327 644 474 692</box>
paragraph: Summary: Montgomery and Livingstone 7 wins, Greville and Love 6 wins. <box>795 849 943 869</box>
section-heading: SECTION V. <box>687 1459 738 1469</box>
paragraph: Summary: Bremner 7 wins, Kerns and Skoglund 6 wins. <box>639 820 787 839</box>
paragraph: The weather is fine but the wind was again troublesome for the ninth day of the New Zealand bowling tourney. <box>795 964 943 992</box>
section-heading: SECTION D. <box>531 781 582 791</box>
headline: WELLINGTON <box>327 264 474 293</box>
